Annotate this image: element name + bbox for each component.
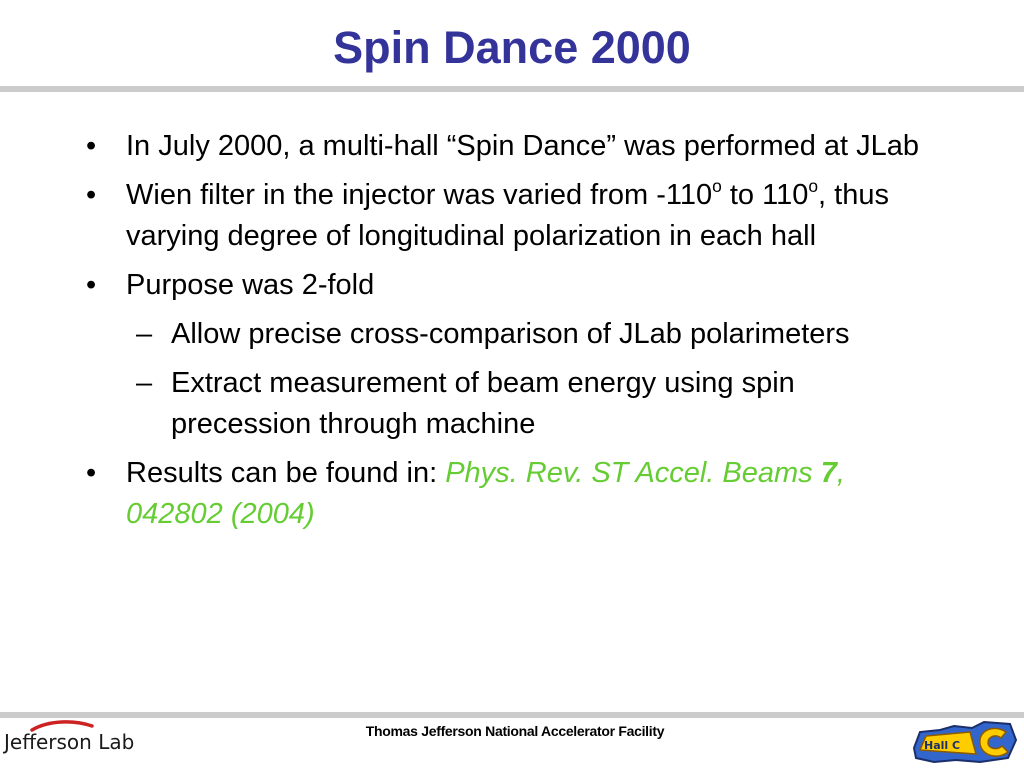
hall-c-logo — [910, 718, 1018, 766]
bullet-list — [0, 126, 1024, 666]
jefferson-lab-swoosh — [32, 722, 92, 730]
bullet-item — [0, 265, 926, 306]
bullet-item — [0, 453, 926, 535]
sub-bullet-item — [0, 314, 931, 355]
sub-bullet-item — [0, 363, 931, 445]
bullet-text-part: to 110 — [721, 179, 809, 211]
dash-marker: – — [136, 318, 153, 350]
degree-superscript: o — [712, 175, 722, 196]
hall-c-logo-label: Hall C — [924, 739, 961, 752]
bullet-text: Purpose was 2-fold — [126, 269, 375, 301]
bullet-text-part: Wien filter in the injector was varied from -110 — [126, 179, 713, 211]
degree-superscript: o — [808, 175, 819, 196]
bullet-text: In July 2000, a multi-hall “Spin Dance” was performed at JLab — [126, 130, 920, 162]
header-divider — [0, 86, 1024, 92]
sub-bullet-text: Allow precise cross-comparison of JLab polarimeters — [171, 318, 850, 350]
jefferson-lab-wordmark: Jefferson Lab — [4, 730, 135, 754]
bullet-item — [0, 126, 926, 167]
reference-volume: 7 — [820, 457, 837, 489]
sub-bullet-text: Extract measurement of beam energy using spin precession through machine — [171, 367, 795, 440]
dash-marker: – — [136, 367, 153, 399]
bullet-item — [0, 175, 926, 257]
reference-journal: Phys. Rev. ST Accel. Beams — [445, 457, 821, 489]
bullet-text: Results can be found in: — [126, 457, 446, 489]
bullet-marker: • — [86, 269, 97, 301]
bullet-marker: • — [86, 457, 97, 489]
reference-pages-year: , 042802 (2004) — [126, 457, 845, 530]
bullet-marker: • — [86, 130, 97, 162]
bullet-text-part: , thus varying degree of longitudinal polarization in each hall — [126, 179, 889, 252]
bullet-marker: • — [86, 179, 97, 211]
slide-title: Spin Dance 2000 — [333, 22, 691, 73]
footer-organization: Thomas Jefferson National Accelerator Facility — [365, 723, 665, 739]
